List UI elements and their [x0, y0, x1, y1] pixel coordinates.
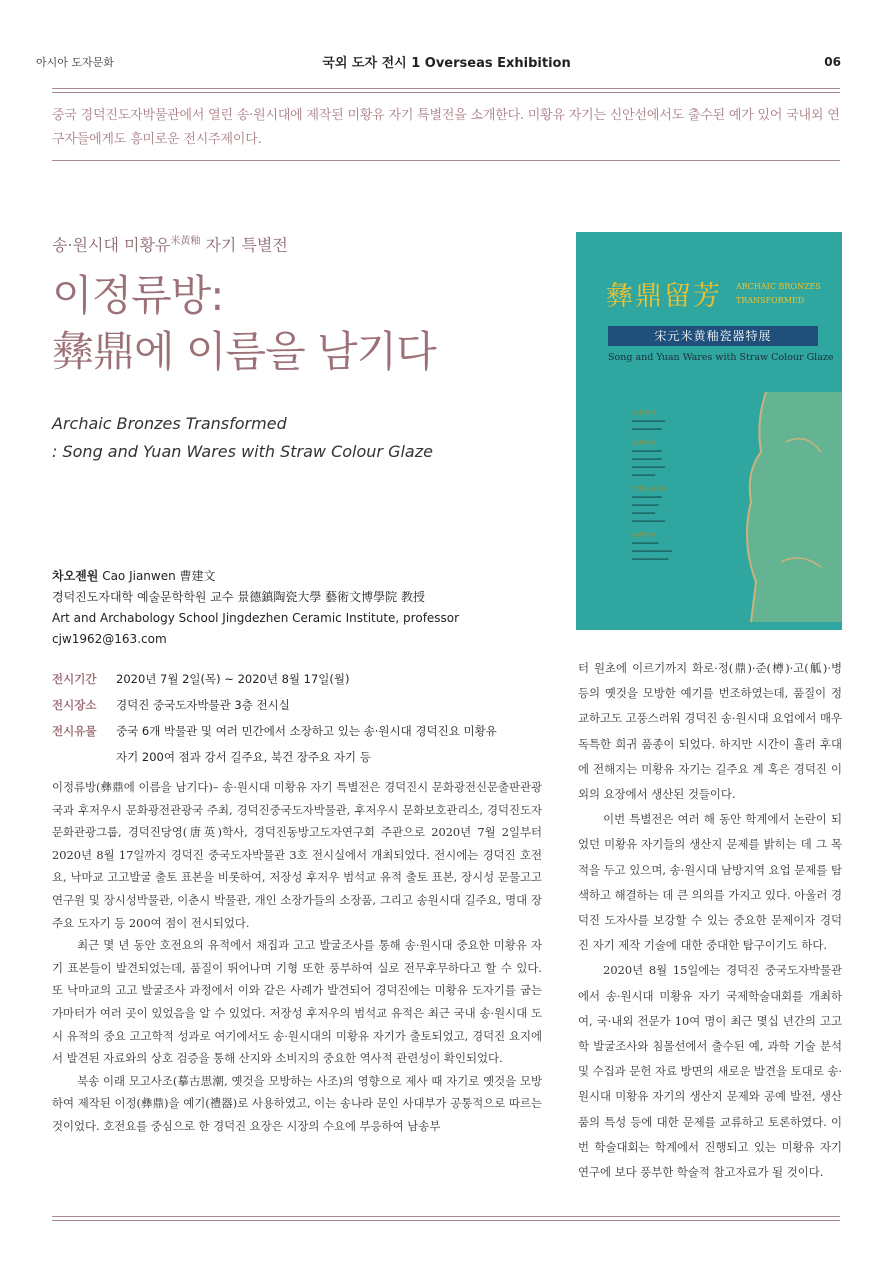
items-value: 중국 6개 박물관 및 여러 민간에서 소장하고 있는 송·원시대 경덕진요 미황유 — [116, 724, 497, 738]
paragraph: 2020년 8월 15일에는 경덕진 중국도자박물관에서 송·원시대 미황유 자기 국제학술대회를 개최하여, 국·내외 전문가 10여 명이 최근 몇십 년간의 고고학 발굴조사와 침몰선에서 출수된 예, 과학 기술 분석 및 수집과 문헌 자료 방면의 새로운 발견을 토대로 송·원시대 미황유 자기의 생산지 문제와 공예 발전, 생산품의 특성 등에 대한 문제를 교류하고 토론하였다. 이번 학술대회는 학계에서 진행되고 있는 미황유 자기 연구에 보다 풍부한 학술적 참고자료가 될 것이다. — [578, 963, 842, 1180]
paragraph: 이번 특별전은 여러 해 동안 학계에서 논란이 되었던 미황유 자기들의 생산지 문제를 밝히는 데 그 목적을 두고 있으며, 송·원시대 남방지역 요업 문제를 탐색하고 해결하는 데 큰 의의를 가지고 있다. 아울러 경덕진 도자사를 보강할 수 있는 중요한 문제이자 경덕진 자기 제작 기술에 대한 중대한 탐구이기도 하다. — [578, 812, 842, 953]
venue-value: 경덕진 중국도자박물관 3층 전시실 — [116, 698, 290, 712]
poster-english-title: ARCHAIC BRONZES TRANSFORMED — [736, 282, 821, 305]
paragraph: 북송 이래 모고사조(摹古思潮, 옛것을 모방하는 사조)의 영향으로 제사 때 자기로 옛것을 모방하여 제작된 이정(彝鼎)을 예기(禮器)로 사용하였고, 이는 송나라 문인 사대부가 공통적으로 따르는 것이었다. 호전요를 중심으로 한 경덕진 요장은 시장의 수요에 부응하여 남송부 — [52, 1073, 542, 1133]
paragraph: 이정류방(彝鼎에 이름을 남기다)– 송·원시대 미황유 자기 특별전은 경덕진시 문화광전신문출판관광국과 후저우시 문화광전관광국 주최, 경덕진중국도자박물관, 후저우시 문화보호관리소, 경덕진도자문화관광그룹, 경덕진당영(唐英)학사, 경덕진동방고도자연구회 주관으로 2020년 7월 2일부터 2020년 8월 17일까지 경덕진 중국도자박물관 3호 전시실에서 개최되었다. 전시에는 경덕진 호전요, 낙마교 고고발굴 출토 표본을 비롯하여, 저장성 후저우 범석교 유적 출토 표본, 장시성 문물고고연구원 및 장시성박물관, 이춘시 박물관, 개인 소장가들의 소장품, 그리고 송원시대 길주요, 명대 장주요 도자기 등 200여 점이 전시되었다. — [52, 780, 542, 930]
lead-paragraph: 중국 경덕진도자박물관에서 열린 송·원시대에 제작된 미황유 자기 특별전을 소개한다. 미황유 자기는 신안선에서도 출수된 예가 있어 국내외 연구자들에게도 흥미로운 전시주제이다. — [52, 108, 840, 147]
poster-organizers: 主办单位 ━━━━━━━━━━ ━━━━━━━━━ 承办单位 ━━━━━━━━━ ━━━━━━━━━ ━━━━━━━━━━ ━━━━━━━ 学术支持单位 ━━━━━━━━━ ━━━━━━━━ ━━━━━━━ ━━━━━━━━━━ 协办单位 ━━━━━━━━ ━━━━━━━━━━━━ ━━━━━━━━━━━ — [632, 410, 672, 563]
lead-divider — [52, 160, 840, 161]
author-name: 차오젠원 — [52, 569, 99, 583]
exhibition-info — [52, 666, 552, 770]
poster-subtitle: Song and Yuan Wares with Straw Colour Glaze — [608, 352, 834, 363]
article-title: 이정류방: 彝鼎에 이름을 남기다 — [52, 271, 436, 376]
venue-label: 전시장소 — [52, 698, 97, 712]
period-label: 전시기간 — [52, 672, 97, 686]
period-value: 2020년 7월 2일(목) ~ 2020년 8월 17일(월) — [116, 672, 350, 686]
body-column-left — [52, 776, 542, 1138]
section-name: 아시아 도자문화 — [36, 56, 114, 69]
items-label: 전시유물 — [52, 724, 97, 738]
paragraph: 터 원초에 이르기까지 화로·정(鼎)·준(樽)·고(觚)·병 등의 옛것을 모방한 예기를 번조하였는데, 품질이 정교하고도 고풍스러워 경덕진 송·원시대 요업에서 매우 독특한 희귀 품종이 되었다. 하지만 시간이 흘러 후대에 전해지는 미황유 자기는 길주요 계 혹은 경덕진 이외의 요장에서 생산된 것들이다. — [578, 661, 842, 802]
items-value: 자기 200여 점과 강서 길주요, 북건 장주요 자기 등 — [116, 750, 371, 764]
body-column-right — [578, 656, 842, 1185]
english-title: Archaic Bronzes Transformed : Song and Yuan Wares with Straw Colour Glaze — [52, 414, 433, 461]
page-number: 06 — [824, 55, 841, 69]
header-divider — [52, 88, 840, 89]
author-block: 차오젠원 Cao Jianwen 曹建文 경덕진도자대학 예술문학학원 교수 景德鎮陶瓷大學 藝術文博學院 教授 Art and Archabology School Jingdezhen Ceramic Institute, professor cjw1962@163.com — [52, 566, 459, 650]
author-email: cjw1962@163.com — [52, 632, 167, 646]
running-title: 국외 도자 전시 1 Overseas Exhibition — [322, 56, 571, 71]
poster-band: 宋元米黄釉瓷器特展 — [608, 326, 818, 346]
footer-divider — [52, 1220, 840, 1221]
article-subtitle: 송·원시대 미황유$^{米黃釉}$ 자기 특별전 — [52, 235, 288, 255]
author-affiliation-en: Art and Archabology School Jingdezhen Ceramic Institute, professor — [52, 611, 460, 625]
vase-illustration — [726, 382, 842, 630]
author-affiliation: 경덕진도자대학 예술문학학원 교수 景德鎮陶瓷大學 藝術文博學院 教授 — [52, 590, 425, 604]
footer-divider — [52, 1216, 840, 1217]
paragraph: 최근 몇 년 동안 호전요의 유적에서 채집과 고고 발굴조사를 통해 송·원시대 중요한 미황유 자기 표본들이 발견되었는데, 품질이 뛰어나며 기형 또한 풍부하여 실로 전무후무하다고 할 수 있다. 또 낙마교의 고고 발굴조사 과정에서 이와 같은 사례가 발견되어 경덕진에는 미황유 도자기를 굽는 가마터가 여러 곳이 있었음을 알 수 있었다. 저장성 후저우의 범석교 유적은 최근 국내 송·원시대 도시 유적의 중요 고고학적 성과로 여기에서도 송·원시대의 미황유 자기가 출토되었고, 경덕진 요지에서 발견된 자료와의 상호 검증을 통해 산지와 소비지의 중요한 역사적 관련성이 확인되었다. — [52, 938, 542, 1066]
header-divider — [52, 92, 840, 93]
poster-title: 彝鼎留芳 — [606, 281, 722, 312]
exhibition-poster — [576, 232, 842, 630]
